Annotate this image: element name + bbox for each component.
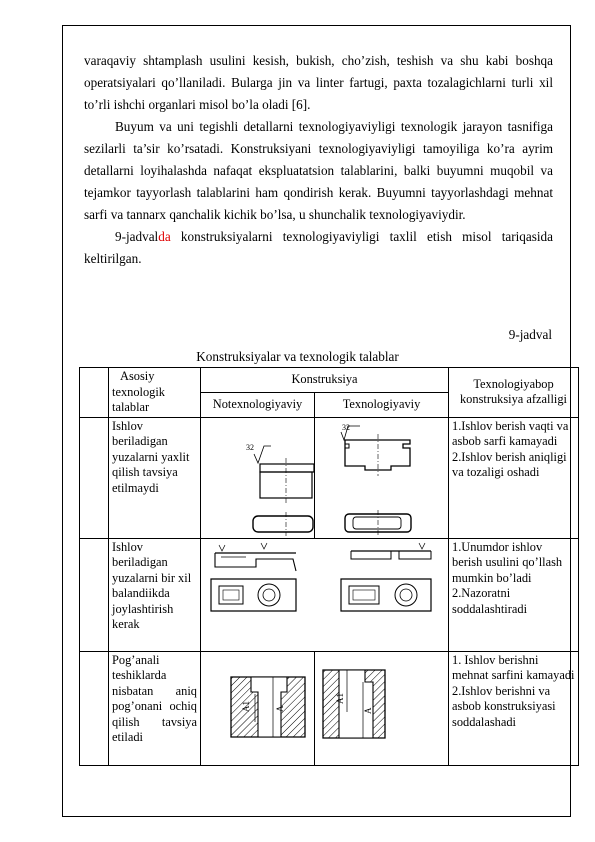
row-advantage: 1.Ishlov berish vaqti va asbob sarfi kamayadi 2.Ishlov berish aniqligi va tozaligi oshadi	[449, 417, 579, 538]
tech-drawing	[315, 417, 449, 538]
paragraph-3	[84, 226, 553, 270]
dim-a1: A1	[241, 700, 251, 712]
header-advantage: Texnologiyabop konstruksiya afzalligi	[449, 368, 579, 418]
header-construction: Konstruksiya	[201, 368, 449, 393]
paragraph-3-rest: konstruksiyalarni texnologiyaviyligi taxlil etish misol tariqasida keltirilgan.	[84, 229, 553, 266]
row-cell-empty	[80, 538, 109, 651]
header-requirements: Asosiy texnologik talablar	[109, 368, 201, 418]
row-advantage: 1.Unumdor ishlov berish usulini qo’llash mumkin bo’ladi 2.Nazoratni soddalashtiradi	[449, 538, 579, 651]
stepped-hole-nontech	[201, 651, 315, 765]
table-ref: 9-jadval	[115, 229, 159, 244]
paragraph-2: Buyum va uni tegishli detallarni texnologiyaviyligi texnologik jarayon tasnifiga sezilarli ta’sir ko’rsatadi. Konstruksiyani texnologiyaviyligi tamoyiliga ko’ra ayrim detallarni loyihalashda nafaqat ekspluatatsion talablarini, balki buyumni muqobil va tejamkor tayyorlash talablarini ham qondirish kerak. Buyumni tayyorlashdagi mehnat sarfi va tannarx qanchalik kichik bo’lsa, u shunchalik texnologiyaviydir.	[84, 119, 553, 222]
row-cell-empty	[80, 651, 109, 765]
roughness-mark: 32	[246, 442, 254, 452]
paragraph-1: varaqaviy shtamplash usulini kesish, bukish, cho’zish, teshish va shu kabi boshqa operatsiyalari qo’llaniladi. Bularga jin va linter fartugi, paxta tozalagichlarni turli xil to’rli ishchi organlari misol bo’la oladi [6].	[84, 53, 553, 112]
table-row	[80, 538, 579, 651]
nontech-drawing	[201, 417, 315, 538]
body-text	[84, 50, 553, 270]
table-caption: Konstruksiyalar va texnologik talablar	[196, 349, 399, 364]
dim-a: A	[363, 707, 373, 714]
row-cell-empty	[80, 417, 109, 538]
dim-a: A	[275, 705, 285, 712]
requirements-table	[79, 367, 579, 766]
header-nontech: Notexnologiyaviy	[201, 392, 315, 417]
header-tech: Texnologiyaviy	[315, 392, 449, 417]
table-ref-suffix: da	[158, 229, 171, 244]
row-requirement: Ishlov beriladigan yuzalarni yaxlit qilish tavsiya etilmaydi	[109, 417, 201, 538]
table-row	[80, 651, 579, 765]
stepped-hole-tech	[315, 651, 449, 765]
table-number: 9-jadval	[508, 327, 552, 342]
row-requirement: Ishlov beriladigan yuzalarni bir xil balandiikda joylashtirish kerak	[109, 538, 201, 651]
table-row	[80, 417, 579, 538]
row-requirement: Pog’anali teshiklarda nisbatan aniq pog’onani ochiq qilish tavsiya etiladi	[109, 651, 201, 765]
row-advantage: 1. Ishlov berishni mehnat sarfini kamayadi 2.Ishlov berishni va asbob konstruksiyasi soddalashadi	[449, 651, 579, 765]
table-corner	[80, 368, 109, 418]
dim-a1: A1	[335, 692, 345, 704]
roughness-mark: 32	[342, 422, 350, 432]
level-surfaces-drawing	[201, 538, 449, 651]
